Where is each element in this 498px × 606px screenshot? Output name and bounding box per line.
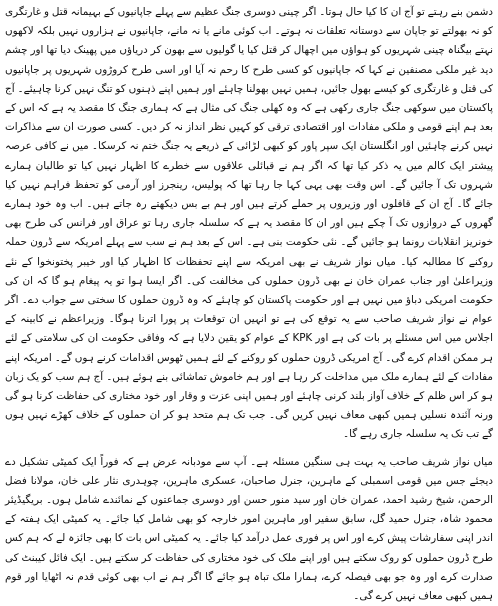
article-paragraph-1: دشمن بنے رہتے تو آج ان کا کیا حال ہوتا۔ اگر چینی دوسری جنگ عظیم سے پہلے جاپانیوں کے بہیمانہ قتل و غارتگری کو نہ بھولتے تو جاپان سے دوستانہ تعلقات نہ ہوتے۔ اب کوئی مانے یا نہ مانے، جاپانیوں نے ہزاروں نہیں بلکہ لاکھوں نہتے بیگناہ چینی شہریوں کو ہواؤں میں اچھال کر قتل کیا یا گولیوں سے بھون کر دریاؤں میں پھینک دیا تھا اور چشم دید غیر ملکی مصنفین نے کہا کہ جاپانیوں کو کسی طرح کا رحم نہ آیا اور اسی طرح کروڑوں شہریوں پر جاپانیوں کی قتل و غارتگری کو کیسے بھول جائیں، ہمیں نہیں بھولنا چاہئے اور ہمیں اپنے ذہنوں کو تنگ نہیں کرنا چاہیئے۔ آج پاکستان میں سوکھی جنگ جاری رکھی ہے کہ وہ کھلی جنگ کی مثال ہے کہ ہماری جنگ کا مقصد یہ ہے کہ اس کے بعد ہم اپنے قومی و ملکی مفادات اور اقتصادی ترقی کو کہیں نظر انداز نہ کر دیں۔ کسی صورت ان سے مذاکرات نہیں کرنے چاہئیں اور انگلستان ایک سپر پاور کو کبھی لڑائی کے ذریعے یہ جنگ ختم نہ کرسکا۔ میں نے کافی عرصہ پیشتر ایک کالم میں یہ ذکر کیا تھا کہ اگر ہم نے قبائلی علاقوں سے خطرے کا اظہار نہیں کیا تو طالبان ہمارے شہروں تک آ جائیں گے۔ اس وقت بھی یہی کہا جا رہا تھا کہ پولیس، رینجرز اور آرمی کو تحفظ فراہم نہیں کیا جائے گا۔ آج ان کے قافلوں اور وزیروں پر حملے کرتے ہیں اور ہم بے بس دیکھتے رہ جاتے ہیں۔ اب وہ خود ہمارے گھروں کے دروازوں تک آ چکے ہیں اور ان کا مقصد یہ ہے کہ سلسلہ جاری رہا تو عراق اور فرانس کی طرح بھی خونریز انقلابات رونما ہو جائیں گے۔ نئی حکومت بنی ہے۔ اس کے بعد ہم نے سب سے پہلے امریکہ سے ڈرون حملہ روکنے کا مطالبہ کیا۔ میاں نواز شریف نے بھی امریکہ سے اپنے تحفظات کا اظہار کیا اور خیبر پختونخوا کے نئے وزیراعلیٰ اور جناب عمران خان نے بھی ڈرون حملوں کی مخالفت کی۔ اگر ایسا ہوا تو یہ پیغام ہو گا کہ ان کی حکومت امریکی دباؤ میں نہیں ہے اور حکومت پاکستان کو چاہئے کہ وہ ڈرون حملوں کا سختی سے جواب دے۔ اگر عوام نے نواز شریف صاحب سے یہ توقع کی ہے تو انہیں ان توقعات پر پورا اترنا ہوگا۔ وزیراعظم نے کابینہ کے اجلاس میں اس مسئلے پر بات کی ہے اور KPK کے عوام کو یقین دلایا ہے کہ وفاقی حکومت ان کی سلامتی کے لئے ہر ممکن اقدام کرے گی۔ آج امریکی ڈرون حملوں کو روکنے کے لئے ہمیں ٹھوس اقدامات کرنے ہوں گے۔ امریکہ اپنے مفادات کے لئے ہمارے ملک میں مداخلت کر رہا ہے اور ہم خاموش تماشائی بنے ہوئے ہیں۔ آج ہم سب کو یک زبان ہو کر اس ظلم کے خلاف آواز بلند کرنی چاہئے اور ہمیں اپنی عزت و وقار اور خود مختاری کی حفاظت کرنا ہو گی ورنہ آئندہ نسلیں ہمیں کبھی معاف نہیں کریں گی۔ جب تک ہم متحد ہو کر ان حملوں کے خلاف کھڑے نہیں ہوں گے تب تک یہ سلسلہ جاری رہے گا۔	[5, 6, 493, 441]
paragraph-spacer	[5, 445, 493, 453]
article-paragraph-2: میاں نواز شریف صاحب یہ بہت ہی سنگین مسئلہ ہے۔ آپ سے مودبانہ عرض ہے کہ فوراً ایک کمیٹی تشکیل دے دیجئے جس میں قومی اسمبلی کے ماہرین، جنرل صاحبان، عسکری ماہرین، چوہدری نثار علی خان، مولانا فضل الرحمن، شیخ رشید احمد، عمران خان اور سید منور حسن اور دوسری جماعتوں کے نمائندے شامل ہوں۔ بریگیڈیئر محمود شاہ، جنرل حمید گل، سابق سفیر اور ماہرین امور خارجہ کو بھی شامل کیا جائے۔ یہ کمیٹی ایک ہفتہ کے اندر اپنی سفارشات پیش کرے اور اس پر فوری عمل درآمد کیا جائے۔ یہ کمیٹی اس بات کا بھی جائزہ لے کہ ہم کس طرح ڈرون حملوں کو روک سکتے ہیں اور اپنے ملک کی خود مختاری کی حفاظت کر سکتے ہیں۔ ایک فائل کیبنٹ کی صدارت کرے اور وہ جو بھی فیصلہ کرے، ہمارا ملک تباہ ہو جائے گا اگر ہم نے اب بھی کوئی قدم نہ اٹھایا اور قوم ہمیں کبھی معاف نہیں کرے گی۔	[5, 455, 493, 603]
